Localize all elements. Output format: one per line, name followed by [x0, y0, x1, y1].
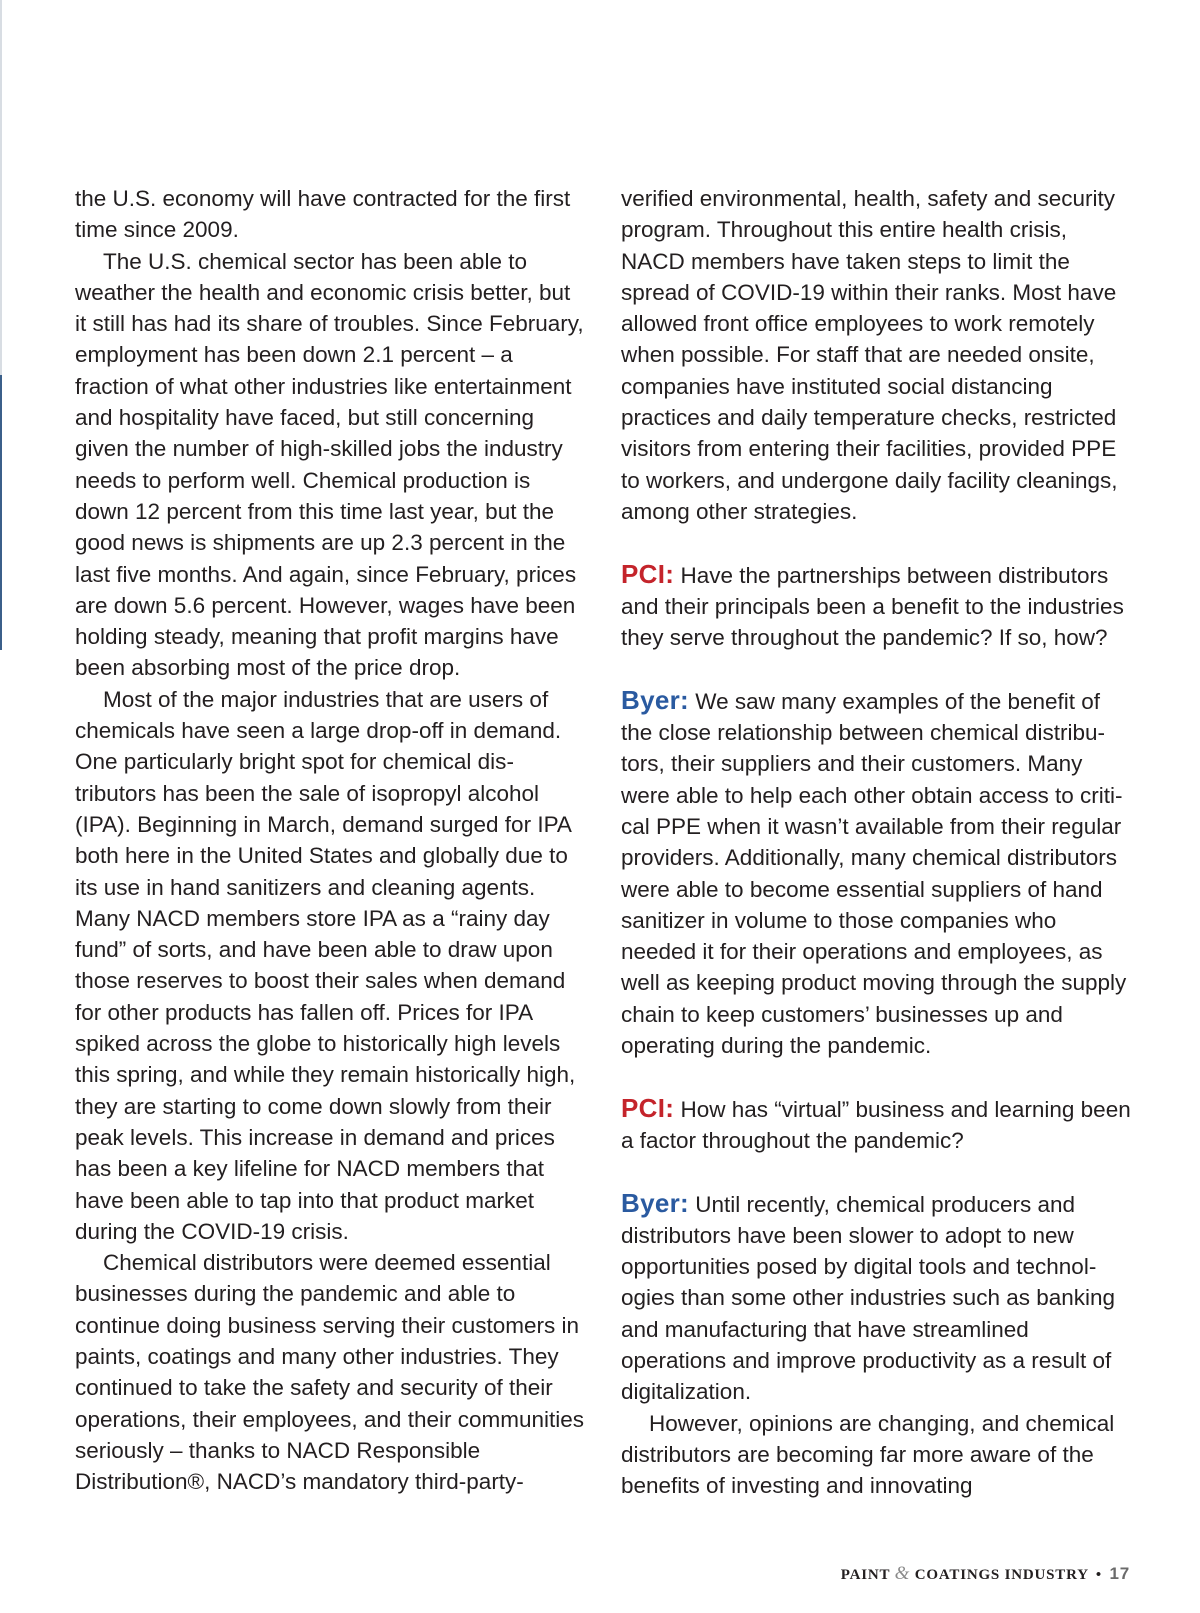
page-number: 17 — [1109, 1564, 1130, 1583]
publication-ampersand: & — [894, 1563, 911, 1584]
right-column — [621, 183, 1131, 1501]
byer-label: Byer: — [621, 684, 689, 715]
answer-1-text: We saw many examples of the benefit of the close relationship between chemical distributors, their suppliers and their customers. Many were able to help each other obtain access to critical PPE when it wasn’t available from their regular providers. Additionally, many chemical distributors were able to become essential suppliers of hand sanitizer in volume to those companies who needed it for their operations and employees, as well as keeping product moving through the supply chain to keep customers’ businesses up and operating during the pandemic. — [621, 688, 1127, 1059]
question-2-text: How has “virtual” business and learning been a factor throughout the pandemic? — [621, 1096, 1131, 1153]
byer-label: Byer: — [621, 1187, 689, 1218]
right-paragraph-last: However, opinions are changing, and chemical distributors are becoming far more aware of the benefits of investing and innovating — [621, 1410, 1115, 1499]
left-paragraph-1: the U.S. economy will have contracted for the first time since 2009. — [75, 186, 571, 243]
answer-1 — [621, 685, 1131, 1062]
question-2 — [621, 1093, 1131, 1157]
answer-2 — [621, 1188, 1131, 1408]
pci-label: PCI: — [621, 1092, 675, 1123]
left-paragraph-4: Chemical distributors were deemed essential businesses during the pandemic and able to continue doing business serving their customers in paints, coatings and many other industries. They continued to take the safety and security of their operations, their employees, and their communities seriously – thanks to NACD Responsible Distribution®, NACD’s mandatory third-party- — [75, 1250, 585, 1495]
page-edge-accent — [0, 375, 2, 650]
question-1 — [621, 559, 1131, 654]
footer-separator: • — [1095, 1567, 1102, 1583]
publication-name-part2: COATINGS INDUSTRY — [914, 1567, 1089, 1583]
publication-name-part1: PAINT — [840, 1567, 891, 1583]
left-paragraph-2: The U.S. chemical sector has been able to weather the health and economic crisis better, but it still has had its share of troubles. Since February, employment has been down 2.1 percent – a fraction of what other industries like entertainment and hospitality have faced, but still concerning given the number of high-skilled jobs the industry needs to perform well. Chemical production is down 12 percent from this time last year, but the good news is shipments are up 2.3 percent in the last five months. And again, since February, prices are down 5.6 percent. However, wages have been holding steady, meaning that profit margins have been absorbing most of the price drop. — [75, 248, 584, 681]
pci-label: PCI: — [621, 558, 675, 589]
page-footer — [800, 1563, 1130, 1585]
right-paragraph-1: verified environmental, health, safety and security program. Throughout this entire health crisis, NACD members have taken steps to limit the spread of COVID-19 within their ranks. Most have allowed front office employees to work remotely when possible. For staff that are needed onsite, companies have instituted social distancing practices and daily temperature checks, restricted visitors from entering their facilities, provided PPE to workers, and undergone daily facility cleanings, among other strategies. — [621, 186, 1118, 524]
left-column — [75, 183, 585, 1497]
left-paragraph-3: Most of the major industries that are users of chemicals have seen a large drop-off in demand. One particularly bright spot for chemical distributors has been the sale of isopropyl alcohol (IPA). Beginning in March, demand surged for IPA both here in the United States and globally due to its use in hand sanitizers and cleaning agents. Many NACD members store IPA as a “rainy day fund” of sorts, and have been able to draw upon those reserves to boost their sales when demand for other products has fallen off. Prices for IPA spiked across the globe to historically high levels this spring, and while they remain historically high, they are starting to come down slowly from their peak levels. This increase in demand and prices has been a key lifeline for NACD members that have been able to tap into that product market during the COVID-19 crisis. — [75, 686, 576, 1244]
answer-2-text: Until recently, chemical producers and distributors have been slower to adopt to new opportunities posed by digital tools and technologies than some other industries such as banking and manufacturing that have streamlined operations and improve productivity as a result of digitalization. — [621, 1191, 1116, 1405]
question-1-text: Have the partnerships between distributors and their principals been a benefit to the industries they serve throughout the pandemic? If so, how? — [621, 562, 1124, 651]
